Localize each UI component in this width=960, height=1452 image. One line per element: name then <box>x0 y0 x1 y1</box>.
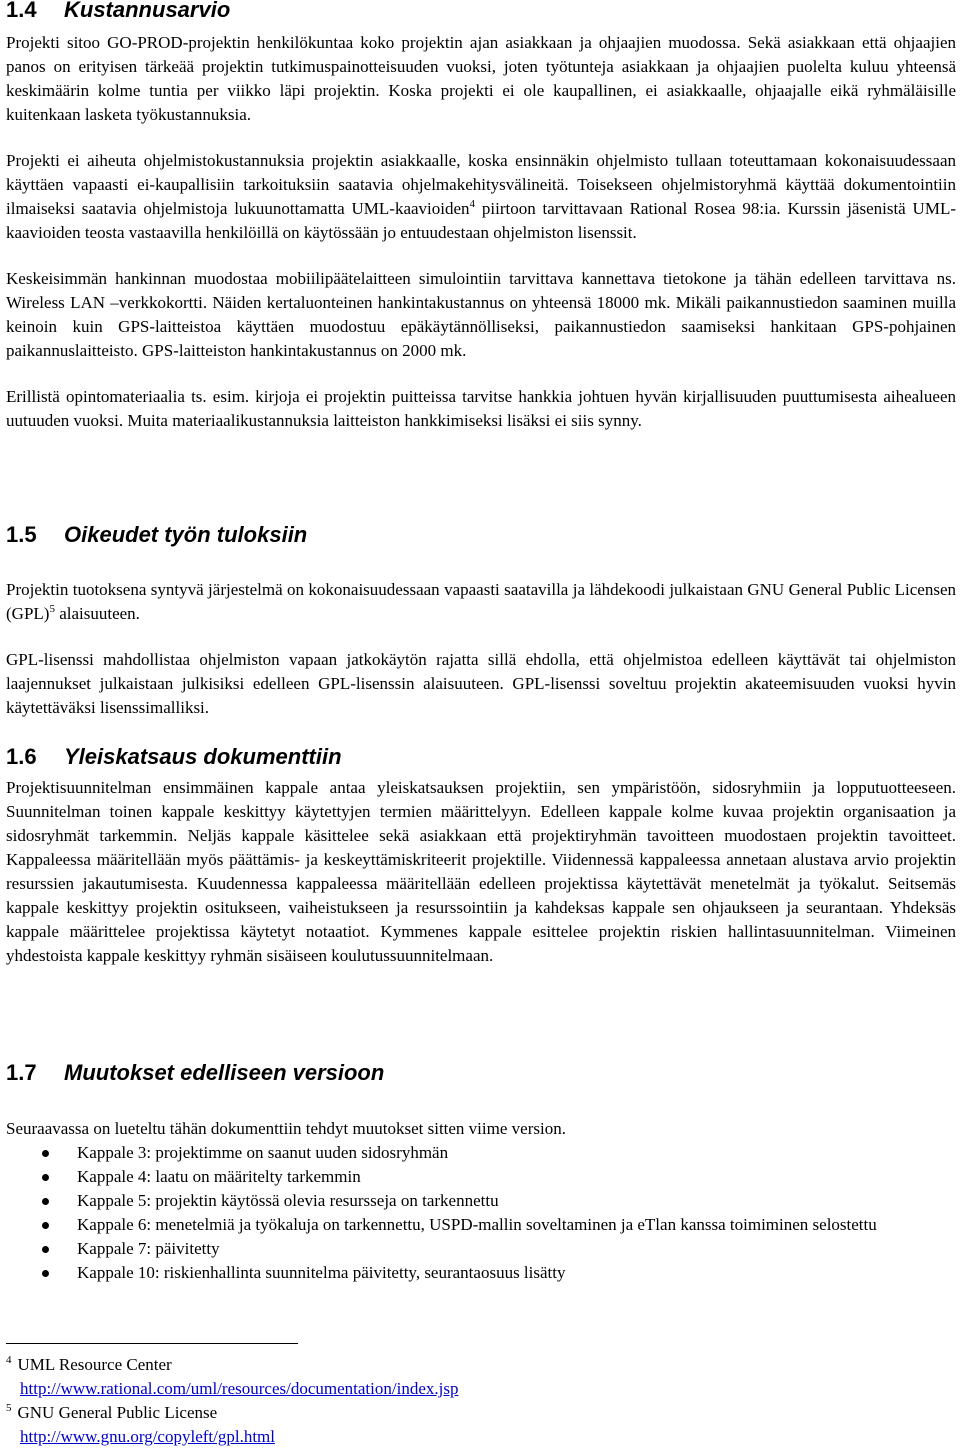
paragraph-material-costs: Erillistä opintomateriaalia ts. esim. kirjoja ei projektin puitteissa tarvitse hankkia johtuen hyvän kirjallisuuden puuttumisesta aihealueen uutuuden vuoksi. Muita materiaalikustannuksia laitteiston hankkimiseksi lisäksi ei siis synny. <box>6 387 956 430</box>
section-number: 1.4 <box>6 0 37 22</box>
section-heading-1-6 <box>6 744 956 770</box>
paragraph-gpl-license: GPL-lisenssi mahdollistaa ohjelmiston vapaan jatkokäytön rajatta sillä ehdolla, että ohjelmistoa edelleen käyttävät tai ohjelmiston laajennukset julkaistaan julkisiksi edelleen GPL-lisenssin alaisuuteen. GPL-lisenssi soveltuu projektin akateemisuuden vuoksi hyvin käytettäväksi lisenssimalliksi. <box>6 650 956 717</box>
list-item: Kappale 10: riskienhallinta suunnitelma päivitetty, seurantaosuus lisätty <box>6 1261 956 1285</box>
bullet-icon <box>42 1246 49 1253</box>
changes-list <box>6 1141 956 1285</box>
list-item: Kappale 4: laatu on määritelty tarkemmin <box>6 1165 956 1189</box>
paragraph-gpl-release: Projektin tuotoksena syntyvä järjestelmä on kokonaisuudessaan vapaasti saatavilla ja lähdekoodi julkaistaan GNU General Public Licensen (GPL)$^5$ alaisuuteen. <box>6 580 956 623</box>
list-item: Kappale 7: päivitetty <box>6 1237 956 1261</box>
paragraph-software-costs: Projekti ei aiheuta ohjelmistokustannuksia projektin asiakkaalle, koska ensinnäkin ohjelmisto tullaan toteuttamaan kokonaisuudessaan käyttäen vapaasti ei-kaupallisiin tarkoituksiin saatavia ohjelmakehitysvälineitä. Toisekseen ohjelmistoryhmä käyttää dokumentointiin ilmaiseksi saatavia ohjelmistoja lukuunottamatta UML-kaavioiden$^4$ piirtoon tarvittavaan Rational Rosea 98:ia. Kurssin jäsenistä UML-kaavioiden teosta vastaavilla henkilöillä on käytössään jo entuudestaan ohjelmiston lisenssit. <box>6 151 956 242</box>
section-number: 1.7 <box>6 1060 37 1085</box>
section-number: 1.5 <box>6 522 37 547</box>
footnote-5-link[interactable]: http://www.gnu.org/copyleft/gpl.html <box>20 1427 275 1446</box>
section-title: Yleiskatsaus dokumenttiin <box>64 744 342 769</box>
bullet-icon <box>42 1222 49 1229</box>
footnote-4-link[interactable]: http://www.rational.com/uml/resources/documentation/index.jsp <box>20 1379 459 1398</box>
section-heading-1-7 <box>6 1060 956 1086</box>
section-heading-1-5 <box>6 522 956 548</box>
bullet-icon <box>42 1174 49 1181</box>
footnotes <box>6 1353 956 1449</box>
bullet-icon <box>42 1270 49 1277</box>
bullet-icon <box>42 1198 49 1205</box>
section-title: Muutokset edelliseen versioon <box>64 1060 385 1085</box>
footnote-5: $^5$ GNU General Public License <box>6 1402 218 1422</box>
section-heading-1-4 <box>6 0 956 23</box>
section-title: Kustannusarvio <box>64 0 231 22</box>
paragraph-document-overview: Projektisuunnitelman ensimmäinen kappale antaa yleiskatsauksen projektiin, sen ympäristöön, sidosryhmiin ja lopputuotteeseen. Suunnitelman toinen kappale keskittyy käytettyjen termien määrittelyyn. Edelleen kappale kolme kuvaa projektin organisaation ja sidosryhmät tarkemmin. Neljäs kappale käsittelee sekä asiakkaan että projektiryhmän tavoitteen muodostaen projektin tavoitteet. Kappaleessa määritellään myös päättämis- ja keskeyttämiskriteerit projektille. Viidennessä kappaleessa annetaan alustava arvio projektin resurssien jakautumisesta. Kuudennessa kappaleessa määritellään edelleen projektissa käytettävät menetelmät ja työkalut. Seitsemäs kappale keskittyy projektin ositukseen, vaiheistukseen ja resurssointiin ja kahdeksas kappale sen ohjaukseen ja seurantaan. Yhdeksäs kappale määrittelee projektissa käytetyt notaatiot. Kymmenes kappale esittelee projektin riskien hallintasuunnitelman. Viimeinen yhdestoista kappale keskittyy ryhmän sisäiseen koulutussuunnitelmaan. <box>6 778 956 965</box>
paragraph-work-costs: Projekti sitoo GO-PROD-projektin henkilökuntaa koko projektin ajan asiakkaan ja ohjaajien muodossa. Sekä asiakkaan että ohjaajien panos on erityisen tärkeää projektin tutkimuspainotteisuuden vuoksi, joten työtunteja asiakkaan ja ohjaajien puolelta kuluu yhteensä keskimäärin kolme tuntia per viikko läpi projektin. Koska projekti ei ole kaupallinen, ei asiakkaalle, ohjaajalle eikä ryhmäläisille kuitenkaan lasketa työkustannuksia. <box>6 33 956 124</box>
footnote-ref-4: 4 <box>469 198 476 210</box>
list-item: Kappale 6: menetelmiä ja työkaluja on tarkennettu, USPD-mallin soveltaminen ja eTlan kanssa toimiminen selostettu <box>6 1213 956 1237</box>
paragraph-hardware-costs: Keskeisimmän hankinnan muodostaa mobiilipäätelaitteen simulointiin tarvittava kannettava tietokone ja tähän edelleen tarvittava ns. Wireless LAN –verkkokortti. Näiden kertaluonteinen hankintakustannus on yhteensä 18000 mk. Mikäli paikannustiedon saaminen muilla keinoin kuin GPS-laitteistoa käyttäen muodostuu epäkäytännölliseksi, paikannustiedon saamiseksi hankitaan GPS-pohjainen paikannuslaitteisto. GPS-laitteiston hankintakustannus on 2000 mk. <box>6 269 956 360</box>
section-title: Oikeudet työn tuloksiin <box>64 522 308 547</box>
bullet-icon <box>42 1150 49 1157</box>
footnote-separator <box>6 1343 298 1344</box>
section-number: 1.6 <box>6 744 37 769</box>
list-item: Kappale 3: projektimme on saanut uuden sidosryhmän <box>6 1141 956 1165</box>
footnote-ref-5: 5 <box>49 603 55 615</box>
footnote-4: $^4$ UML Resource Center <box>6 1354 172 1374</box>
paragraph-changes-intro: Seuraavassa on lueteltu tähän dokumenttiin tehdyt muutokset sitten viime version. <box>6 1119 566 1138</box>
list-item: Kappale 5: projektin käytössä olevia resursseja on tarkennettu <box>6 1189 956 1213</box>
